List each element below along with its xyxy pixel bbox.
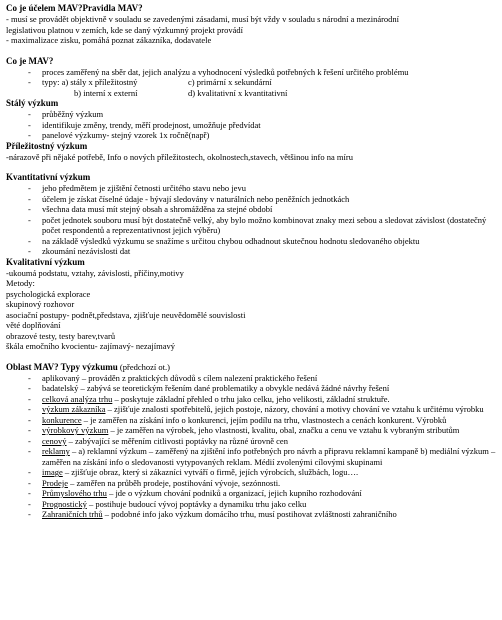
oblast-item-key: konkurence <box>42 414 82 425</box>
oblast-item-text: – prováděn z praktických důvodů s cílem nalezení praktického řešení <box>79 372 318 383</box>
kval-line: Metody: <box>6 278 35 288</box>
oblast-item-text: – postihuje budoucí vývoj poptávky a dynamiku trhu jako celku <box>86 498 307 509</box>
oblast-item-text: – zaměřen na průběh prodeje, postihování vývoje, sezónnosti. <box>67 477 281 488</box>
kvant-item-text: účelem je získat číselné údaje - bývají sledovány v naturálních nebo peněžních jednotkách <box>42 193 350 204</box>
typy-c: c) primární x sekundární <box>188 77 272 87</box>
section-title-staly: Stálý výzkum <box>6 98 59 108</box>
typy-b: b) interní x externí <box>74 87 138 98</box>
oblast-item: - aplikovaný – prováděn z praktických důvodů s cílem nalezení praktického řešení <box>28 372 318 383</box>
prilezitostny-text: -nárazově při nějaké potřebě, Info o nových příležitostech, okolnostech,stavech, většinou info na míru <box>6 151 353 162</box>
typy-a: typy: a) stály x příležitostný <box>42 77 138 87</box>
kvant-item: - na základě výsledků výzkumu se snažíme s určitou chybou odhadnout skutečnou hodnotu sledovaného objektu <box>28 235 420 246</box>
kvant-item: - zkoumání nezávislosti dat <box>28 246 131 256</box>
section-title-co-je: Co je MAV? <box>6 55 54 66</box>
oblast-item-text: – zjišťuje obraz, který si zákazníci vytváří o firmě, jejích výrobcích, službách, logu…. <box>62 467 359 477</box>
oblast-item: - Průmyslového trhu – jde o výzkum chování podniků a organizací, jejich kupního rozhodování <box>28 488 362 498</box>
oblast-item-key: Zahraničních trhů <box>42 509 103 519</box>
staly-item: - panelové výzkumy- stejný vzorek 1x ročně(např) <box>28 130 210 140</box>
kvant-item-text: počet jednotek souboru musí být dostatečně velký, aby bylo možno kombinovat znaky mezi sebou a sledovat závislost (dostatečný počet respondentů a reprezentativnost jejich výběru) <box>42 214 487 235</box>
oblast-item-key: aplikovaný <box>42 372 80 383</box>
kval-line: věté doplňování <box>6 320 61 330</box>
oblast-item: - badatelský – zabývá se teoretickým řešením dané problematiky a obvykle nedává žádné návrhy řešení <box>28 383 390 393</box>
kvant-item-text: všechna data musí mít stejný obsah a shromážděna za stejné období <box>42 204 273 214</box>
section-title-oblast-row <box>6 362 496 373</box>
staly-item-text: identifikuje změny, trendy, měří prodejnost, umožňuje předvídat <box>42 119 261 130</box>
kvant-item: - účelem je získat číselné údaje - bývají sledovány v naturálních nebo peněžních jednotkách <box>28 193 350 204</box>
ucel-line-1 <box>6 14 496 25</box>
oblast-item-key: reklamy <box>42 446 70 456</box>
kvant-item: - počet jednotek souboru musí být dostatečně velký, aby bylo možno kombinovat znaky mezi sebou a sledovat závislost (dostatečný počet respondentů a reprezentativnost jejich výběru) <box>28 214 487 235</box>
kvant-item-text: zkoumání nezávislosti dat <box>42 246 131 256</box>
oblast-item-key: cenový <box>42 435 67 446</box>
ucel-line-2: legislativou platnou v zemích, kde se daný výzkumný projekt provádí <box>6 24 243 35</box>
oblast-item: - image – zjišťuje obraz, který si zákazníci vytváří o firmě, jejích výrobcích, službách, logu…. <box>28 467 359 477</box>
kval-line: obrazové testy, testy barev,tvarů <box>6 330 116 341</box>
staly-item-text: panelové výzkumy- stejný vzorek 1x ročně(např) <box>42 130 210 140</box>
kval-line: psychologická explorace <box>6 288 91 299</box>
oblast-item-key: badatelský <box>42 383 79 393</box>
kval-line: skupinový rozhovor <box>6 299 75 309</box>
oblast-item-text: – a) reklamní výzkum – zaměřený na zjištění info potřebných pro návrh a připravu reklamní kampaně b) mediální výzkum – zaměřen na získání info o sledovanosti vytypovaných reklam. Médií zvolenými cílovými skupinami <box>42 446 496 467</box>
oblast-item: - výzkum zákazníka – zjišťuje znalosti spotřebitelů, jejich postoje, názory, chování a motivy chování ve vztahu k určitému výrobku <box>28 404 484 414</box>
oblast-item: - Prognostický – postihuje budoucí vývoj poptávky a dynamiku trhu jako celku <box>28 498 307 509</box>
oblast-item-text: – zjišťuje znalosti spotřebitelů, jejich postoje, názory, chování a motivy chování ve vztahu k určitému výrobku <box>105 404 484 414</box>
oblast-item-key: Průmyslového trhu <box>42 488 107 498</box>
oblast-item: - Zahraničních trhů – podobné info jako výzkum domácího trhu, musí postihovat zvláštnosti zahraničního <box>28 509 397 519</box>
oblast-item-key: výzkum zákazníka <box>42 404 106 414</box>
oblast-item-text: – je zaměřen na výrobek, jeho vlastnosti, kvalitu, obal, značku a cenu ve vztahu k vybraným stributům <box>108 425 460 435</box>
co-je-item-1-text: proces zaměřený na sběr dat, jejich analýzu a vyhodnocení výsledků potřebných k řešení určitého problému <box>42 66 409 77</box>
staly-item-text: průběžný výzkum <box>42 109 104 119</box>
oblast-item-text: – poskytuje základní přehled o trhu jako celku, jeho velikosti, základní struktuře. <box>112 393 390 404</box>
kvant-item-text: na základě výsledků výzkumu se snažíme s určitou chybou odhadnout skutečnou hodnotu sledovaného objektu <box>42 235 420 246</box>
oblast-title-suffix: (předchozí ot.) <box>119 361 170 372</box>
kvant-item-text: jeho předmětem je zjištění četnosti určitého stavu nebo jevu <box>42 183 246 193</box>
staly-item: - identifikuje změny, trendy, měří prodejnost, umožňuje předvídat <box>28 119 261 130</box>
section-title-kvantitativni: Kvantitativní výzkum <box>6 172 91 182</box>
kval-line: škála emočního kvocientu- zajímavý- nezajímavý <box>6 341 175 351</box>
kvant-item: - jeho předmětem je zjištění četnosti určitého stavu nebo jevu <box>28 183 246 193</box>
section-title-ucel: Co je účelem MAV?Pravidla MAV? <box>6 3 143 13</box>
oblast-item: - reklamy – a) reklamní výzkum – zaměřený na zjištění info potřebných pro návrh a připravu reklamní kampaně b) mediální výzkum – zaměřen na získání info o sledovanosti vytypovaných reklam. Médií zvolenými cílovými skupinami <box>28 446 496 467</box>
oblast-item-text: – zabývající se měřením citlivosti poptávky na různé úrovně cen <box>66 435 288 446</box>
oblast-item: - konkurence – je zaměřen na získání info o konkurenci, jejím podílu na trhu, vlastnostech a cenách konkurent. Výrobků <box>28 414 447 425</box>
co-je-item-2: - typy: a) stály x příležitostný c) primární x sekundární <box>28 77 272 87</box>
oblast-item-text: – zabývá se teoretickým řešením dané problematiky a obvykle nedává žádné návrhy řešení <box>78 383 390 393</box>
typy-d: d) kvalitativní x kvantitativní <box>188 87 288 98</box>
ucel-line-3: - maximalizace zisku, pomáhá poznat zákazníka, dodavatele <box>6 35 212 45</box>
oblast-item-key: výrobkový výzkum <box>42 425 109 435</box>
oblast-item: - výrobkový výzkum – je zaměřen na výrobek, jeho vlastnosti, kvalitu, obal, značku a cenu ve vztahu k vybraným stributům <box>28 425 460 435</box>
oblast-item-key: Prodeje <box>42 477 68 488</box>
oblast-item: - celková analýza trhu – poskytuje základní přehled o trhu jako celku, jeho velikosti, základní struktuře. <box>28 393 390 404</box>
oblast-item: - Prodeje – zaměřen na průběh prodeje, postihování vývoje, sezónnosti. <box>28 477 281 488</box>
kvant-item: - všechna data musí mít stejný obsah a shromážděna za stejné období <box>28 204 273 214</box>
oblast-item: - cenový – zabývající se měřením citlivosti poptávky na různé úrovně cen <box>28 435 288 446</box>
oblast-item-text: – podobné info jako výzkum domácího trhu, musí postihovat zvláštnosti zahraničního <box>102 509 397 519</box>
kval-line: asociační postupy- podnět,představa, zjišťuje neuvědomělé souvislosti <box>6 309 246 320</box>
oblast-item-text: – je zaměřen na získání info o konkurenci, jejím podílu na trhu, vlastnostech a cenách konkurent. Výrobků <box>81 414 447 425</box>
oblast-item-key: image <box>42 467 63 477</box>
section-title-prilezitostny: Příležitostný výzkum <box>6 140 88 151</box>
kval-line: -ukoumá podstatu, vztahy, závislosti, příčiny,motivy <box>6 267 184 278</box>
section-title-kvalitativni: Kvalitativní výzkum <box>6 256 85 267</box>
section-title-oblast: Oblast MAV? Typy výzkumu <box>6 361 118 372</box>
oblast-item-text: – jde o výzkum chování podniků a organizací, jejich kupního rozhodování <box>106 488 362 498</box>
oblast-item-key: celková analýza trhu <box>42 393 113 404</box>
oblast-item-key: Prognostický <box>42 498 87 509</box>
ucel-line-1-text: - musí se provádět objektivně v souladu se zavedenými zásadami, musí být vždy v souladu s národní a mezinárodní <box>6 14 400 24</box>
co-je-item-3 <box>6 88 496 99</box>
staly-item: - průběžný výzkum <box>28 109 104 119</box>
co-je-item-1: - proces zaměřený na sběr dat, jejich analýzu a vyhodnocení výsledků potřebných k řešení určitého problému <box>28 66 409 77</box>
